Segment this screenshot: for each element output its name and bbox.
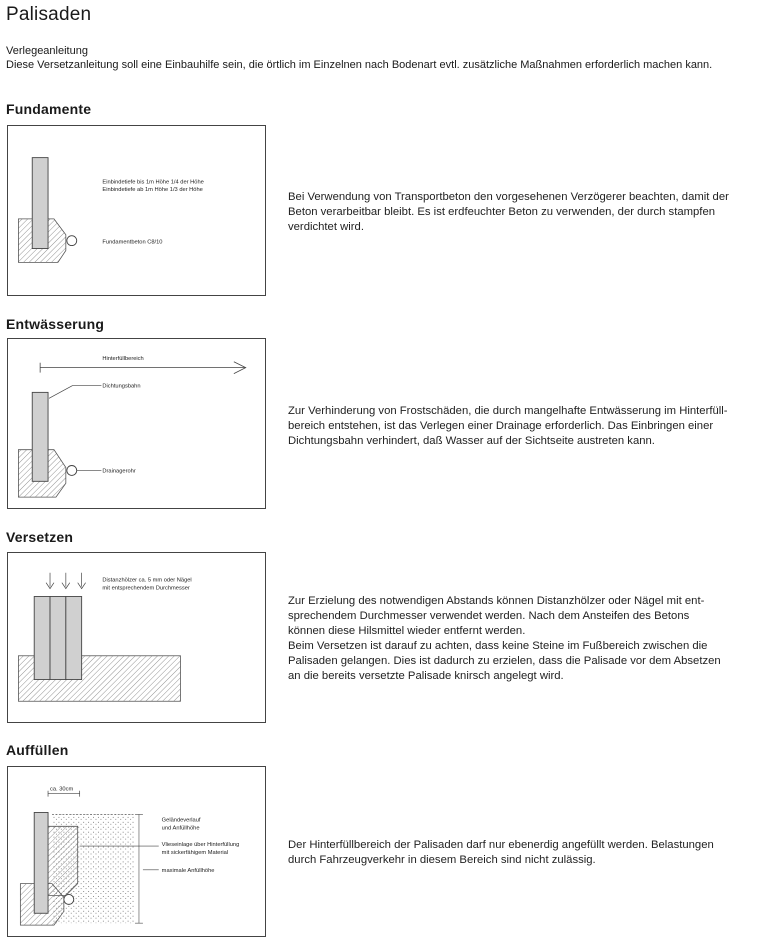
- label-einbindetiefe-2: Einbindetiefe ab 1m Höhe 1/3 der Höhe: [102, 187, 203, 194]
- text-line: verdichtet wird.: [288, 221, 364, 233]
- label-gelaendeverlauf: Geländeverlauf: [161, 817, 201, 824]
- section-title-fundamente: Fundamente: [6, 101, 92, 117]
- text-entwaesserung: [288, 404, 748, 449]
- text-versetzen: [288, 594, 748, 684]
- text-line: Bei Verwendung von Transportbeton den vorgesehenen Verzögerer beachten, damit der: [288, 191, 729, 203]
- text-line: Dichtungsbahn verhindert, daß Wasser auf der Sichtseite austreten kann.: [288, 435, 655, 447]
- text-line: Zur Erzielung des notwendigen Abstands können Distanzhölzer oder Nägel mit ent-: [288, 595, 705, 607]
- text-line: Der Hinterfüllbereich der Palisaden darf nur ebenerdig angefüllt werden. Belastungen: [288, 839, 714, 851]
- intro-heading: Verlegeanleitung: [6, 45, 88, 57]
- label-anfuellhoehe: und Anfüllhöhe: [161, 825, 200, 832]
- figure-auffuellen: [7, 766, 266, 937]
- label-durchmesser: mit entsprechendem Durchmesser: [102, 585, 190, 592]
- section-title-entwaesserung: Entwässerung: [6, 316, 105, 332]
- text-line: sprechendem Durchmesser verwendet werden. Nach dem Ansteifen des Betons: [288, 610, 690, 622]
- label-drainagerohr: Drainagerohr: [102, 468, 136, 475]
- label-fundamentbeton: Fundamentbeton C8/10: [102, 239, 163, 246]
- text-line: Beton verarbeitbar bleibt. Es ist erdfeuchter Beton zu verwenden, der durch stampfen: [288, 206, 716, 218]
- label-maximale-anfuellhoehe: maximale Anfüllhöhe: [161, 867, 215, 874]
- text-auffuellen: [288, 838, 748, 868]
- fundamente-diagram: [8, 126, 265, 295]
- section-title-auffuellen: Auffüllen: [6, 742, 69, 758]
- entwaesserung-diagram: [8, 339, 265, 508]
- page-title: Palisaden: [6, 4, 92, 25]
- text-line: an die bereits versetzte Palisade knirsch angelegt wird.: [288, 670, 564, 682]
- text-line: können diese Hilsmittel wieder entfernt werden.: [288, 625, 526, 637]
- label-einbindetiefe-1: Einbindetiefe bis 1m Höhe 1/4 der Höhe: [102, 179, 204, 186]
- section-title-versetzen: Versetzen: [6, 529, 74, 545]
- label-sickerfaehig: mit sickerfähigem Material: [161, 849, 229, 856]
- versetzen-diagram: [8, 553, 265, 722]
- text-line: durch Fahrzeugverkehr in diesem Bereich sind nicht zulässig.: [288, 854, 596, 866]
- label-hinterfuellbereich: Hinterfüllbereich: [102, 355, 144, 362]
- text-line: Beim Versetzen ist darauf zu achten, dass keine Steine im Fußbereich zwischen die: [288, 640, 708, 652]
- text-fundamente: [288, 190, 748, 235]
- text-line: bereich entstehen, ist das Verlegen einer Drainage erforderlich. Das Einbringen einer: [288, 420, 714, 432]
- figure-fundamente: [7, 125, 266, 296]
- label-distanzhoelzer: Distanzhölzer ca. 5 mm oder Nägel: [102, 577, 192, 584]
- text-line: Zur Verhinderung von Frostschäden, die durch mangelhafte Entwässerung im Hinterfüll-: [288, 405, 728, 417]
- auffuellen-diagram: [8, 767, 265, 936]
- figure-versetzen: [7, 552, 266, 723]
- figure-entwaesserung: [7, 338, 266, 509]
- intro-text: Diese Versetzanleitung soll eine Einbauhilfe sein, die örtlich im Einzelnen nach Bodenart evtl. zusätzliche Maßnahmen erforderlich machen kann.: [6, 59, 713, 71]
- label-vlieseinlage: Vlieseinlage über Hinterfüllung: [161, 842, 240, 849]
- label-ca-30cm: ca. 30cm: [50, 786, 74, 793]
- text-line: Palisaden gelangen. Dies ist dadurch zu erzielen, dass die Palisade vor dem Absetzen: [288, 655, 721, 667]
- label-dichtungsbahn: Dichtungsbahn: [102, 383, 141, 390]
